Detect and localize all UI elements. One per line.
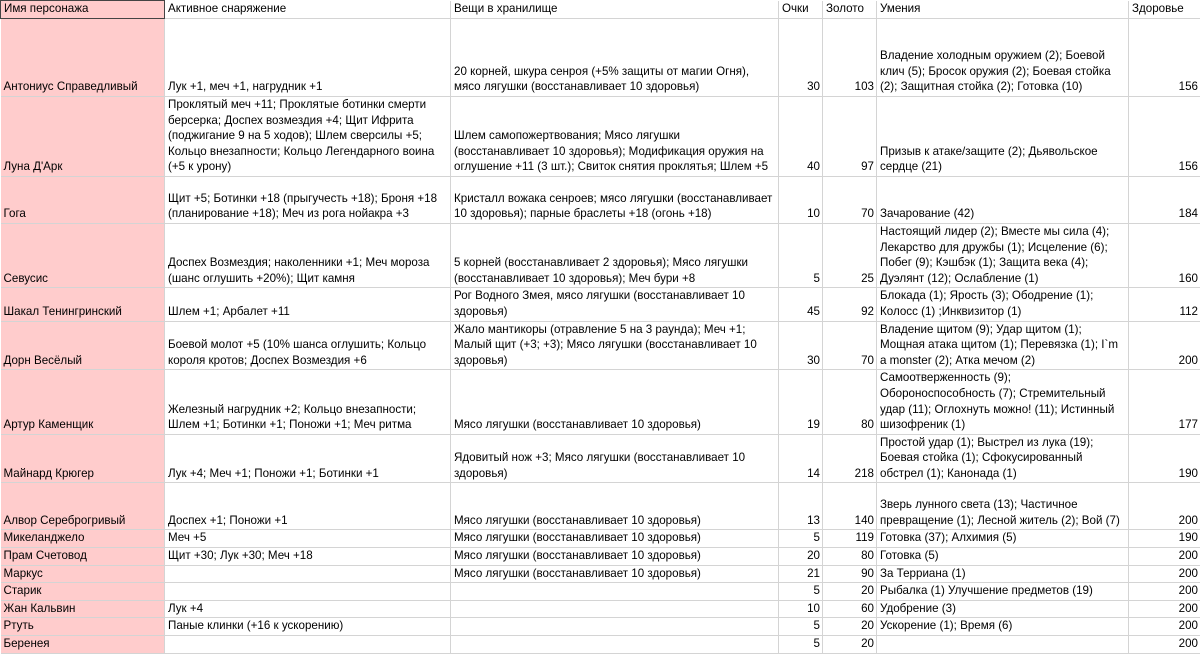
cell-storage[interactable]: Ядовитый нож +3; Мясо лягушки (восстанавливает 10 здоровья): [451, 434, 779, 483]
cell-gold[interactable]: 70: [823, 321, 877, 370]
cell-health[interactable]: 156: [1129, 19, 1200, 97]
cell-storage[interactable]: Кристалл вожака сенроев; мясо лягушки (восстанавливает 10 здоровья); парные браслеты +18 (огонь +18): [451, 176, 779, 223]
cell-name[interactable]: Беренея: [1, 636, 165, 654]
cell-gear[interactable]: Лук +4; Меч +1; Поножи +1; Ботинки +1: [165, 434, 451, 483]
cell-skills[interactable]: Владение щитом (9); Удар щитом (1); Мощная атака щитом (1); Перевязка (1); I`m a monster (2); Атка мечом (2): [877, 321, 1129, 370]
cell-storage[interactable]: Мясо лягушки (восстанавливает 10 здоровья): [451, 548, 779, 566]
header-row: [1, 1, 1200, 19]
cell-points[interactable]: 5: [779, 636, 823, 654]
cell-name[interactable]: Дорн Весёлый: [1, 321, 165, 370]
cell-points[interactable]: 14: [779, 434, 823, 483]
cell-name[interactable]: Микеланджело: [1, 530, 165, 548]
cell-health[interactable]: 200: [1129, 583, 1200, 601]
cell-health[interactable]: 200: [1129, 321, 1200, 370]
cell-name[interactable]: Ртуть: [1, 618, 165, 636]
cell-health[interactable]: 200: [1129, 618, 1200, 636]
table-row: [1, 434, 1200, 483]
cell-points[interactable]: 30: [779, 19, 823, 97]
cell-health[interactable]: 200: [1129, 636, 1200, 654]
cell-health[interactable]: 160: [1129, 223, 1200, 287]
cell-name[interactable]: Луна Д'Арк: [1, 97, 165, 177]
cell-health[interactable]: 200: [1129, 565, 1200, 583]
cell-points[interactable]: 19: [779, 370, 823, 434]
cell-gold[interactable]: 92: [823, 288, 877, 321]
cell-gear[interactable]: Щит +5; Ботинки +18 (прыгучесть +18); Броня +18 (планирование +18); Меч из рога нойакра +3: [165, 176, 451, 223]
table-row: [1, 530, 1200, 548]
cell-name[interactable]: Алвор Сереброгривый: [1, 483, 165, 530]
table-row: [1, 483, 1200, 530]
cell-gear[interactable]: Лук +1, меч +1, нагрудник +1: [165, 19, 451, 97]
header-gold[interactable]: Золото: [823, 1, 877, 19]
cell-storage[interactable]: [451, 636, 779, 654]
table-row: [1, 565, 1200, 583]
cell-gold[interactable]: 218: [823, 434, 877, 483]
cell-name[interactable]: Шакал Тенингринский: [1, 288, 165, 321]
cell-gear[interactable]: [165, 583, 451, 601]
cell-gold[interactable]: 103: [823, 19, 877, 97]
cell-storage[interactable]: Мясо лягушки (восстанавливает 10 здоровья): [451, 565, 779, 583]
cell-storage[interactable]: Рог Водного Змея, мясо лягушки (восстанавливает 10 здоровья): [451, 288, 779, 321]
table-row: [1, 600, 1200, 618]
cell-storage[interactable]: 20 корней, шкура сенроя (+5% защиты от магии Огня), мясо лягушки (восстанавливает 10 здоровья): [451, 19, 779, 97]
cell-gear[interactable]: Паные клинки (+16 к ускорению): [165, 618, 451, 636]
cell-gold[interactable]: 20: [823, 583, 877, 601]
cell-storage[interactable]: 5 корней (восстанавливает 2 здоровья); Мясо лягушки (восстанавливает 10 здоровья); Меч бури +8: [451, 223, 779, 287]
cell-storage[interactable]: [451, 583, 779, 601]
cell-skills[interactable]: Готовка (5): [877, 548, 1129, 566]
cell-skills[interactable]: Призыв к атаке/защите (2); Дьявольское сердце (21): [877, 97, 1129, 177]
cell-gear[interactable]: Доспех Возмездия; наколенники +1; Меч мороза (шанс оглушить +20%); Щит камня: [165, 223, 451, 287]
cell-gear[interactable]: Щит +30; Лук +30; Меч +18: [165, 548, 451, 566]
cell-points[interactable]: 13: [779, 483, 823, 530]
cell-points[interactable]: 30: [779, 321, 823, 370]
cell-gold[interactable]: 60: [823, 600, 877, 618]
table-row: [1, 636, 1200, 654]
cell-gold[interactable]: 20: [823, 618, 877, 636]
cell-gear[interactable]: Лук +4: [165, 600, 451, 618]
cell-points[interactable]: 5: [779, 223, 823, 287]
cell-gold[interactable]: 97: [823, 97, 877, 177]
table-row: [1, 223, 1200, 287]
cell-storage[interactable]: Жало мантикоры (отравление 5 на 3 раунда); Меч +1; Малый щит (+3; +3); Мясо лягушки (восстанавливает 10 здоровья): [451, 321, 779, 370]
cell-skills[interactable]: Владение холодным оружием (2); Боевой клич (5); Бросок оружия (2); Боевая стойка (2); Защитная стойка (2); Готовка (10): [877, 19, 1129, 97]
cell-points[interactable]: 20: [779, 548, 823, 566]
cell-name[interactable]: Маркус: [1, 565, 165, 583]
cell-storage[interactable]: [451, 618, 779, 636]
cell-health[interactable]: 177: [1129, 370, 1200, 434]
cell-points[interactable]: 5: [779, 583, 823, 601]
cell-storage[interactable]: Шлем самопожертвования; Мясо лягушки (восстанавливает 10 здоровья); Модификация оружия на оглушение +11 (3 шт.); Свиток снятия проклятья; Шлем +5: [451, 97, 779, 177]
cell-skills[interactable]: Готовка (37); Алхимия (5): [877, 530, 1129, 548]
header-points[interactable]: Очки: [779, 1, 823, 19]
cell-health[interactable]: 112: [1129, 288, 1200, 321]
cell-gear[interactable]: Боевой молот +5 (10% шанса оглушить; Кольцо короля кротов; Доспех Возмездия +6: [165, 321, 451, 370]
cell-skills[interactable]: Ускорение (1); Время (6): [877, 618, 1129, 636]
cell-skills[interactable]: Простой удар (1); Выстрел из лука (19); Боевая стойка (1); Сфокусированный обстрел (1); Канонада (1): [877, 434, 1129, 483]
cell-skills[interactable]: За Терриана (1): [877, 565, 1129, 583]
cell-gold[interactable]: 80: [823, 548, 877, 566]
table-row: [1, 176, 1200, 223]
cell-gold[interactable]: 20: [823, 636, 877, 654]
header-skills[interactable]: Умения: [877, 1, 1129, 19]
header-gear[interactable]: Активное снаряжение: [165, 1, 451, 19]
cell-skills[interactable]: Самоотверженность (9); Обороноспособность (7); Стремительный удар (11); Оглохнуть можно! (11); Истинный шизофреник (1): [877, 370, 1129, 434]
cell-gear[interactable]: Меч +5: [165, 530, 451, 548]
cell-skills[interactable]: Зачарование (42): [877, 176, 1129, 223]
cell-gold[interactable]: 70: [823, 176, 877, 223]
cell-name[interactable]: Севусис: [1, 223, 165, 287]
cell-storage[interactable]: Мясо лягушки (восстанавливает 10 здоровья): [451, 530, 779, 548]
cell-skills[interactable]: Зверь лунного света (13); Частичное превращение (1); Лесной житель (2); Вой (7): [877, 483, 1129, 530]
cell-gold[interactable]: 140: [823, 483, 877, 530]
cell-health[interactable]: 190: [1129, 530, 1200, 548]
cell-name[interactable]: Майнард Крюгер: [1, 434, 165, 483]
cell-gold[interactable]: 25: [823, 223, 877, 287]
cell-health[interactable]: 200: [1129, 548, 1200, 566]
cell-name[interactable]: Жан Кальвин: [1, 600, 165, 618]
header-name[interactable]: Имя персонажа: [1, 1, 165, 19]
cell-gear[interactable]: Железный нагрудник +2; Кольцо внезапности; Шлем +1; Ботинки +1; Поножи +1; Меч ритма: [165, 370, 451, 434]
table-row: [1, 583, 1200, 601]
table-row: [1, 321, 1200, 370]
cell-name[interactable]: Прам Счетовод: [1, 548, 165, 566]
cell-gold[interactable]: 80: [823, 370, 877, 434]
cell-gear[interactable]: [165, 636, 451, 654]
table-row: [1, 19, 1200, 97]
cell-storage[interactable]: Мясо лягушки (восстанавливает 10 здоровья): [451, 483, 779, 530]
cell-health[interactable]: 190: [1129, 434, 1200, 483]
cell-skills[interactable]: Удобрение (3): [877, 600, 1129, 618]
cell-points[interactable]: 10: [779, 600, 823, 618]
cell-name[interactable]: Гога: [1, 176, 165, 223]
table-row: [1, 548, 1200, 566]
cell-points[interactable]: 21: [779, 565, 823, 583]
cell-gear[interactable]: Проклятый меч +11; Проклятые ботинки смерти берсерка; Доспех возмездия +4; Щит Ифрита (поджигание 9 на 5 ходов); Шлем сверсилы +5; Кольцо внезапности; Кольцо Легендарного воина (+5 к урону): [165, 97, 451, 177]
cell-points[interactable]: 5: [779, 618, 823, 636]
table-row: [1, 288, 1200, 321]
cell-health[interactable]: 156: [1129, 97, 1200, 177]
cell-points[interactable]: 45: [779, 288, 823, 321]
cell-storage[interactable]: [451, 600, 779, 618]
cell-health[interactable]: 184: [1129, 176, 1200, 223]
cell-skills[interactable]: Блокада (1); Ярость (3); Ободрение (1); Колосс (1) ;Инквизитор (1): [877, 288, 1129, 321]
cell-health[interactable]: 200: [1129, 600, 1200, 618]
cell-name[interactable]: Артур Каменщик: [1, 370, 165, 434]
cell-points[interactable]: 40: [779, 97, 823, 177]
cell-storage[interactable]: Мясо лягушки (восстанавливает 10 здоровья): [451, 370, 779, 434]
cell-skills[interactable]: Настоящий лидер (2); Вместе мы сила (4); Лекарство для дружбы (1); Исцеление (6); Побег (9); Кэшбэк (1); Защита века (4); Дуэлянт (12); Ослабление (1): [877, 223, 1129, 287]
table-row: [1, 370, 1200, 434]
header-health[interactable]: Здоровье: [1129, 1, 1200, 19]
table-row: [1, 97, 1200, 177]
cell-gold[interactable]: 90: [823, 565, 877, 583]
cell-points[interactable]: 10: [779, 176, 823, 223]
cell-gear[interactable]: Шлем +1; Арбалет +11: [165, 288, 451, 321]
cell-gear[interactable]: Доспех +1; Поножи +1: [165, 483, 451, 530]
cell-gear[interactable]: [165, 565, 451, 583]
cell-points[interactable]: 5: [779, 530, 823, 548]
header-storage[interactable]: Вещи в хранилище: [451, 1, 779, 19]
cell-health[interactable]: 200: [1129, 483, 1200, 530]
cell-skills[interactable]: [877, 636, 1129, 654]
cell-skills[interactable]: Рыбалка (1) Улучшение предметов (19): [877, 583, 1129, 601]
cell-name[interactable]: Антониус Справедливый: [1, 19, 165, 97]
table-row: [1, 618, 1200, 636]
cell-name[interactable]: Старик: [1, 583, 165, 601]
cell-gold[interactable]: 119: [823, 530, 877, 548]
